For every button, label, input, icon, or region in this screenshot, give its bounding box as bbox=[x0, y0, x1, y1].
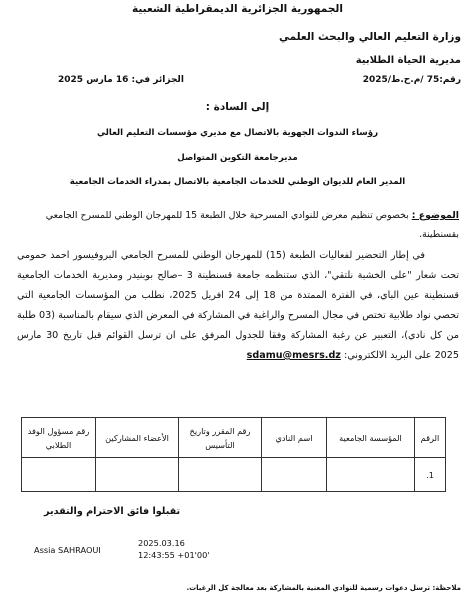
table-cell[interactable]: 1. bbox=[415, 458, 446, 492]
place-date: الجزائر في: 16 مارس 2025 bbox=[58, 75, 184, 85]
signature-name: Assia SAHRAOUI bbox=[34, 545, 101, 555]
table-cell[interactable] bbox=[96, 458, 179, 492]
body-paragraph bbox=[17, 246, 459, 366]
republic-title: الجمهورية الجزائرية الديمقراطية الشعبية bbox=[132, 3, 343, 15]
table-row bbox=[22, 458, 446, 492]
addressee-line-3: المدير العام للديوان الوطني للخدمات الجامعية بالاتصال بمدراء الخدمات الجامعية bbox=[69, 177, 406, 187]
participation-table bbox=[21, 417, 446, 492]
signature-stamp bbox=[138, 537, 210, 561]
header-cell-decision: رقم المقرر وتاريخ التأسيس bbox=[179, 418, 262, 458]
ministry-name: وزارة التعليم العالي والبحث العلمي bbox=[278, 31, 461, 43]
body-text: في إطار التحضير لفعاليات الطبعة (15) للمهرجان الوطني للمسرح الجامعي البروفيسور احمد حمومي تحت شعار "على الخشبة نلتقي"، الذي ستنظمه جامعة قسنطينة 3 –صالح بوبنيدر ومديرية الخدمات الجامعية قسنطينة عين الباي، في الفترة الممتدة من 18 إلى 24 افريل 2025، نطلب من المؤسسات الجامعية التي تحصي نواد طلابية تختص في مجال المسرح والراغبة في المشاركة في المعرض الذي سيقام بالمناسبة (03 طلبة من كل نادي)، التعبير عن رغبة المشاركة وفقا للجدول المرفق على ان ترسل القوائم قبل تاريخ 30 مارس 2025 على البريد الالكتروني: bbox=[17, 250, 459, 361]
header-cell-number: الرقم bbox=[415, 418, 446, 458]
table-cell[interactable] bbox=[327, 458, 415, 492]
table-cell[interactable] bbox=[22, 458, 96, 492]
header-cell-institution: المؤسسة الجامعية bbox=[327, 418, 415, 458]
greeting: إلى السادة : bbox=[205, 101, 270, 113]
header-cell-delegation-head: رقم مسؤول الوفد الطلابي bbox=[22, 418, 96, 458]
reference-number: رقم:75 /م.ح.ط/2025 bbox=[362, 75, 461, 85]
subject-label: الموضوع : bbox=[411, 210, 459, 221]
email-link[interactable]: sdamu@mesrs.dz bbox=[246, 350, 341, 361]
signature-date: 2025.03.16 bbox=[138, 538, 185, 548]
closing: تقبلوا فائق الاحترام والتقدير bbox=[44, 506, 181, 517]
subject-text: بخصوص تنظيم معرض للنوادي المسرحية خلال الطبعة 15 للمهرجان الوطني للمسرح الجامعي بقسنطينة. bbox=[45, 210, 459, 240]
addressee-line-2: مديرجامعة التكوين المتواصل bbox=[177, 153, 298, 163]
signature-time: 12:43:55 +01'00' bbox=[138, 550, 210, 560]
table-header-row bbox=[22, 418, 446, 458]
addressee-line-1: رؤساء الندوات الجهوية بالاتصال مع مديري مؤسسات التعليم العالي bbox=[96, 128, 379, 138]
subject bbox=[19, 206, 459, 244]
header-cell-members: الأعضاء المشاركين bbox=[96, 418, 179, 458]
table-cell[interactable] bbox=[179, 458, 262, 492]
directorate-name: مديرية الحياة الطلابية bbox=[355, 55, 461, 66]
note: ملاحظة: ترسل دعوات رسمية للنوادي المعنية بالمشاركة بعد معالجة كل الرغبات. bbox=[186, 584, 461, 592]
header-cell-club-name: اسم النادي bbox=[262, 418, 327, 458]
table-cell[interactable] bbox=[262, 458, 327, 492]
